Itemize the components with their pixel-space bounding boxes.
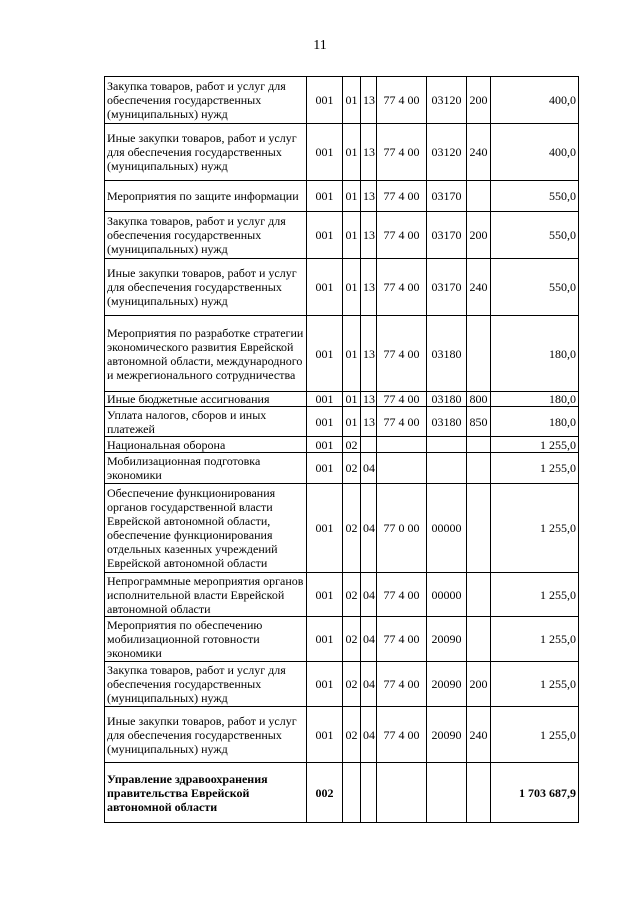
row-subsection: 13	[361, 259, 377, 316]
row-grbs: 001	[307, 392, 343, 407]
row-name: Мероприятия по защите информации	[105, 181, 307, 212]
row-subsection: 13	[361, 407, 377, 437]
row-grbs: 001	[307, 617, 343, 662]
row-target-article: 77 4 00	[377, 392, 427, 407]
row-target-code	[427, 437, 467, 453]
table-row	[105, 763, 579, 823]
row-section: 01	[343, 316, 361, 392]
row-target-code: 00000	[427, 484, 467, 573]
row-expense-type	[467, 437, 491, 453]
row-amount: 1 703 687,9	[491, 763, 579, 823]
row-target-article: 77 4 00	[377, 662, 427, 707]
row-target-article: 77 4 00	[377, 407, 427, 437]
row-expense-type: 240	[467, 707, 491, 763]
row-name: Закупка товаров, работ и услуг для обеспечения государственных (муниципальных) нужд	[105, 77, 307, 124]
row-target-code: 03180	[427, 316, 467, 392]
table-row	[105, 707, 579, 763]
row-grbs: 001	[307, 316, 343, 392]
row-subsection: 13	[361, 212, 377, 259]
row-expense-type: 850	[467, 407, 491, 437]
row-name: Мобилизационная подготовка экономики	[105, 453, 307, 484]
row-grbs: 001	[307, 437, 343, 453]
row-section: 01	[343, 407, 361, 437]
row-section: 02	[343, 707, 361, 763]
row-grbs: 001	[307, 77, 343, 124]
row-subsection: 13	[361, 181, 377, 212]
row-amount: 180,0	[491, 316, 579, 392]
row-amount: 1 255,0	[491, 484, 579, 573]
row-expense-type	[467, 453, 491, 484]
row-target-article: 77 4 00	[377, 707, 427, 763]
row-amount: 550,0	[491, 259, 579, 316]
row-amount: 180,0	[491, 392, 579, 407]
row-expense-type	[467, 573, 491, 617]
row-subsection: 13	[361, 316, 377, 392]
row-grbs: 001	[307, 573, 343, 617]
row-target-code: 20090	[427, 617, 467, 662]
row-subsection: 04	[361, 573, 377, 617]
row-subsection: 04	[361, 662, 377, 707]
row-target-article	[377, 437, 427, 453]
row-target-article: 77 4 00	[377, 181, 427, 212]
row-subsection: 04	[361, 453, 377, 484]
row-target-code: 03180	[427, 407, 467, 437]
row-target-code: 20090	[427, 707, 467, 763]
row-expense-type	[467, 484, 491, 573]
row-name: Иные закупки товаров, работ и услуг для обеспечения государственных (муниципальных) нужд	[105, 259, 307, 316]
table-row	[105, 617, 579, 662]
row-amount: 1 255,0	[491, 617, 579, 662]
row-target-code: 00000	[427, 573, 467, 617]
row-grbs: 001	[307, 124, 343, 181]
row-section: 01	[343, 259, 361, 316]
table-row	[105, 181, 579, 212]
row-expense-type	[467, 763, 491, 823]
row-name: Мероприятия по разработке стратегии экономического развития Еврейской автономной области, международного и межрегионального сотрудничества	[105, 316, 307, 392]
row-target-code	[427, 453, 467, 484]
row-target-article: 77 4 00	[377, 259, 427, 316]
row-name: Национальная оборона	[105, 437, 307, 453]
row-amount: 550,0	[491, 212, 579, 259]
row-section: 02	[343, 662, 361, 707]
row-target-article: 77 4 00	[377, 77, 427, 124]
row-amount: 400,0	[491, 124, 579, 181]
row-target-article	[377, 453, 427, 484]
row-name: Непрограммные мероприятия органов исполнительной власти Еврейской автономной области	[105, 573, 307, 617]
row-expense-type: 200	[467, 212, 491, 259]
table-row	[105, 316, 579, 392]
row-name: Закупка товаров, работ и услуг для обеспечения государственных (муниципальных) нужд	[105, 662, 307, 707]
row-expense-type: 800	[467, 392, 491, 407]
table-row	[105, 484, 579, 573]
row-section: 02	[343, 484, 361, 573]
row-target-code: 03170	[427, 259, 467, 316]
row-expense-type: 200	[467, 77, 491, 124]
row-target-code: 03170	[427, 212, 467, 259]
row-section: 01	[343, 212, 361, 259]
row-expense-type: 240	[467, 259, 491, 316]
row-grbs: 002	[307, 763, 343, 823]
row-section: 01	[343, 124, 361, 181]
row-amount: 400,0	[491, 77, 579, 124]
row-expense-type: 200	[467, 662, 491, 707]
row-grbs: 001	[307, 212, 343, 259]
table-body	[105, 77, 579, 823]
table-row	[105, 77, 579, 124]
row-name: Иные бюджетные ассигнования	[105, 392, 307, 407]
table-row	[105, 392, 579, 407]
row-target-code: 03120	[427, 77, 467, 124]
row-target-code: 20090	[427, 662, 467, 707]
row-grbs: 001	[307, 484, 343, 573]
row-target-article: 77 4 00	[377, 124, 427, 181]
row-subsection: 13	[361, 392, 377, 407]
table-row	[105, 407, 579, 437]
row-subsection: 04	[361, 707, 377, 763]
row-target-article: 77 4 00	[377, 316, 427, 392]
row-grbs: 001	[307, 453, 343, 484]
row-amount: 1 255,0	[491, 707, 579, 763]
row-section: 02	[343, 453, 361, 484]
row-expense-type	[467, 316, 491, 392]
row-expense-type: 240	[467, 124, 491, 181]
row-amount: 1 255,0	[491, 437, 579, 453]
row-subsection: 13	[361, 124, 377, 181]
row-section: 02	[343, 437, 361, 453]
row-name: Иные закупки товаров, работ и услуг для обеспечения государственных (муниципальных) нужд	[105, 707, 307, 763]
table-row	[105, 437, 579, 453]
row-target-article: 77 4 00	[377, 617, 427, 662]
row-target-article	[377, 763, 427, 823]
table-row	[105, 573, 579, 617]
row-target-article: 77 4 00	[377, 212, 427, 259]
row-amount: 1 255,0	[491, 662, 579, 707]
row-name: Управление здравоохранения правительства Еврейской автономной области	[105, 763, 307, 823]
row-target-article: 77 0 00	[377, 484, 427, 573]
row-grbs: 001	[307, 259, 343, 316]
row-grbs: 001	[307, 707, 343, 763]
row-target-code: 03180	[427, 392, 467, 407]
row-subsection	[361, 437, 377, 453]
row-name: Иные закупки товаров, работ и услуг для обеспечения государственных (муниципальных) нужд	[105, 124, 307, 181]
row-amount: 550,0	[491, 181, 579, 212]
table-row	[105, 124, 579, 181]
row-section: 02	[343, 617, 361, 662]
row-grbs: 001	[307, 662, 343, 707]
row-name: Закупка товаров, работ и услуг для обеспечения государственных (муниципальных) нужд	[105, 212, 307, 259]
row-grbs: 001	[307, 181, 343, 212]
row-name: Мероприятия по обеспечению мобилизационной готовности экономики	[105, 617, 307, 662]
row-subsection	[361, 763, 377, 823]
page-number: 11	[313, 38, 327, 53]
row-section	[343, 763, 361, 823]
row-amount: 180,0	[491, 407, 579, 437]
table-row	[105, 453, 579, 484]
row-target-code: 03170	[427, 181, 467, 212]
row-section: 01	[343, 77, 361, 124]
row-expense-type	[467, 617, 491, 662]
row-target-code	[427, 763, 467, 823]
row-section: 02	[343, 573, 361, 617]
row-section: 01	[343, 181, 361, 212]
row-name: Обеспечение функционирования органов государственной власти Еврейской автономной области, обеспечение функционирования отдельных казенных учреждений Еврейской автономной области	[105, 484, 307, 573]
row-target-code: 03120	[427, 124, 467, 181]
row-grbs: 001	[307, 407, 343, 437]
row-subsection: 04	[361, 617, 377, 662]
row-name: Уплата налогов, сборов и иных платежей	[105, 407, 307, 437]
table-row	[105, 259, 579, 316]
row-subsection: 13	[361, 77, 377, 124]
row-section: 01	[343, 392, 361, 407]
row-target-article: 77 4 00	[377, 573, 427, 617]
budget-table	[104, 76, 579, 823]
table-row	[105, 662, 579, 707]
row-subsection: 04	[361, 484, 377, 573]
row-expense-type	[467, 181, 491, 212]
row-amount: 1 255,0	[491, 453, 579, 484]
row-amount: 1 255,0	[491, 573, 579, 617]
table-row	[105, 212, 579, 259]
